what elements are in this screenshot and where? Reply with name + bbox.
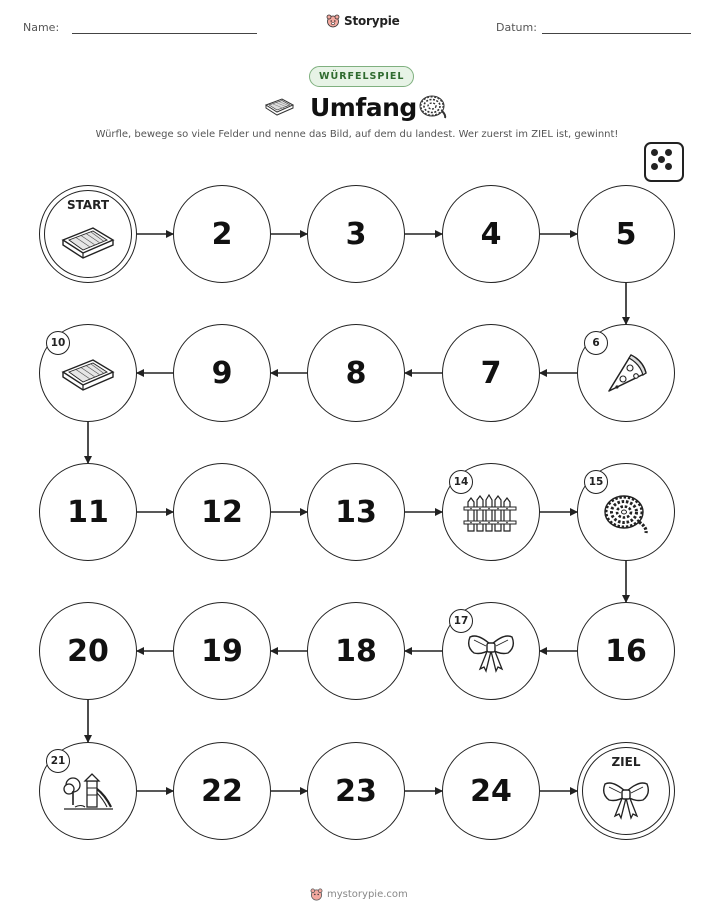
field-number-badge: 14 [449, 470, 473, 494]
instructions: Würfle, bewege so viele Felder und nenne das Bild, auf dem du landest. Wer zuerst im ZIEL ist, gewinnt! [95, 129, 619, 140]
field-number: 16 [605, 633, 647, 669]
playground-icon [61, 771, 115, 817]
footer-url[interactable]: mystorypie.com [327, 889, 408, 900]
start-label: START [66, 198, 110, 212]
field-number: 19 [201, 633, 243, 669]
field-number: 23 [335, 773, 377, 809]
field-number: 12 [201, 494, 243, 530]
board-field-5[interactable] [577, 185, 675, 283]
board-field-13[interactable] [307, 463, 405, 561]
bow-icon [601, 778, 651, 824]
board-field-3[interactable] [307, 185, 405, 283]
start-field[interactable] [39, 185, 137, 283]
storypie-bear-icon [310, 888, 323, 901]
rope-coil-icon [601, 492, 651, 538]
field-number: 8 [345, 355, 367, 391]
board-field-4[interactable] [442, 185, 540, 283]
board-field-10[interactable] [39, 324, 137, 422]
board-field-6[interactable] [577, 324, 675, 422]
board-field-14[interactable] [442, 463, 540, 561]
board-field-23[interactable] [307, 742, 405, 840]
field-number-badge: 17 [449, 609, 473, 633]
fence-icon [462, 493, 520, 537]
field-number: 20 [67, 633, 109, 669]
board-field-16[interactable] [577, 602, 675, 700]
board-field-19[interactable] [173, 602, 271, 700]
board-field-24[interactable] [442, 742, 540, 840]
name-label: Name: [23, 21, 60, 34]
page-title: Umfang [310, 93, 417, 122]
board-field-11[interactable] [39, 463, 137, 561]
field-number: 11 [67, 494, 109, 530]
board-field-9[interactable] [173, 324, 271, 422]
footer [310, 888, 408, 901]
brand-name: Storypie [344, 14, 400, 28]
goal-label: ZIEL [611, 755, 641, 769]
board-field-20[interactable] [39, 602, 137, 700]
goal-field[interactable] [577, 742, 675, 840]
board-field-7[interactable] [442, 324, 540, 422]
bow-icon [466, 631, 516, 677]
board-field-18[interactable] [307, 602, 405, 700]
board-field-2[interactable] [173, 185, 271, 283]
field-number-badge: 6 [584, 331, 608, 355]
field-number: 22 [201, 773, 243, 809]
board-field-22[interactable] [173, 742, 271, 840]
field-number: 9 [211, 355, 233, 391]
board-field-21[interactable] [39, 742, 137, 840]
field-number-badge: 21 [46, 749, 70, 773]
trampoline-icon [59, 356, 117, 396]
board-field-15[interactable] [577, 463, 675, 561]
trampoline-icon [59, 224, 117, 264]
field-number: 24 [470, 773, 512, 809]
field-number: 13 [335, 494, 377, 530]
game-type-badge: WÜRFELSPIEL [309, 66, 414, 87]
field-number: 18 [335, 633, 377, 669]
field-number: 7 [480, 355, 502, 391]
field-number-badge: 10 [46, 331, 70, 355]
field-number: 3 [345, 216, 367, 252]
field-number: 2 [211, 216, 233, 252]
date-label: Datum: [496, 21, 537, 34]
board-field-8[interactable] [307, 324, 405, 422]
board-field-12[interactable] [173, 463, 271, 561]
board-field-17[interactable] [442, 602, 540, 700]
field-number: 5 [615, 216, 637, 252]
field-number-badge: 15 [584, 470, 608, 494]
field-number: 4 [480, 216, 502, 252]
pizza-slice-icon [603, 351, 649, 401]
